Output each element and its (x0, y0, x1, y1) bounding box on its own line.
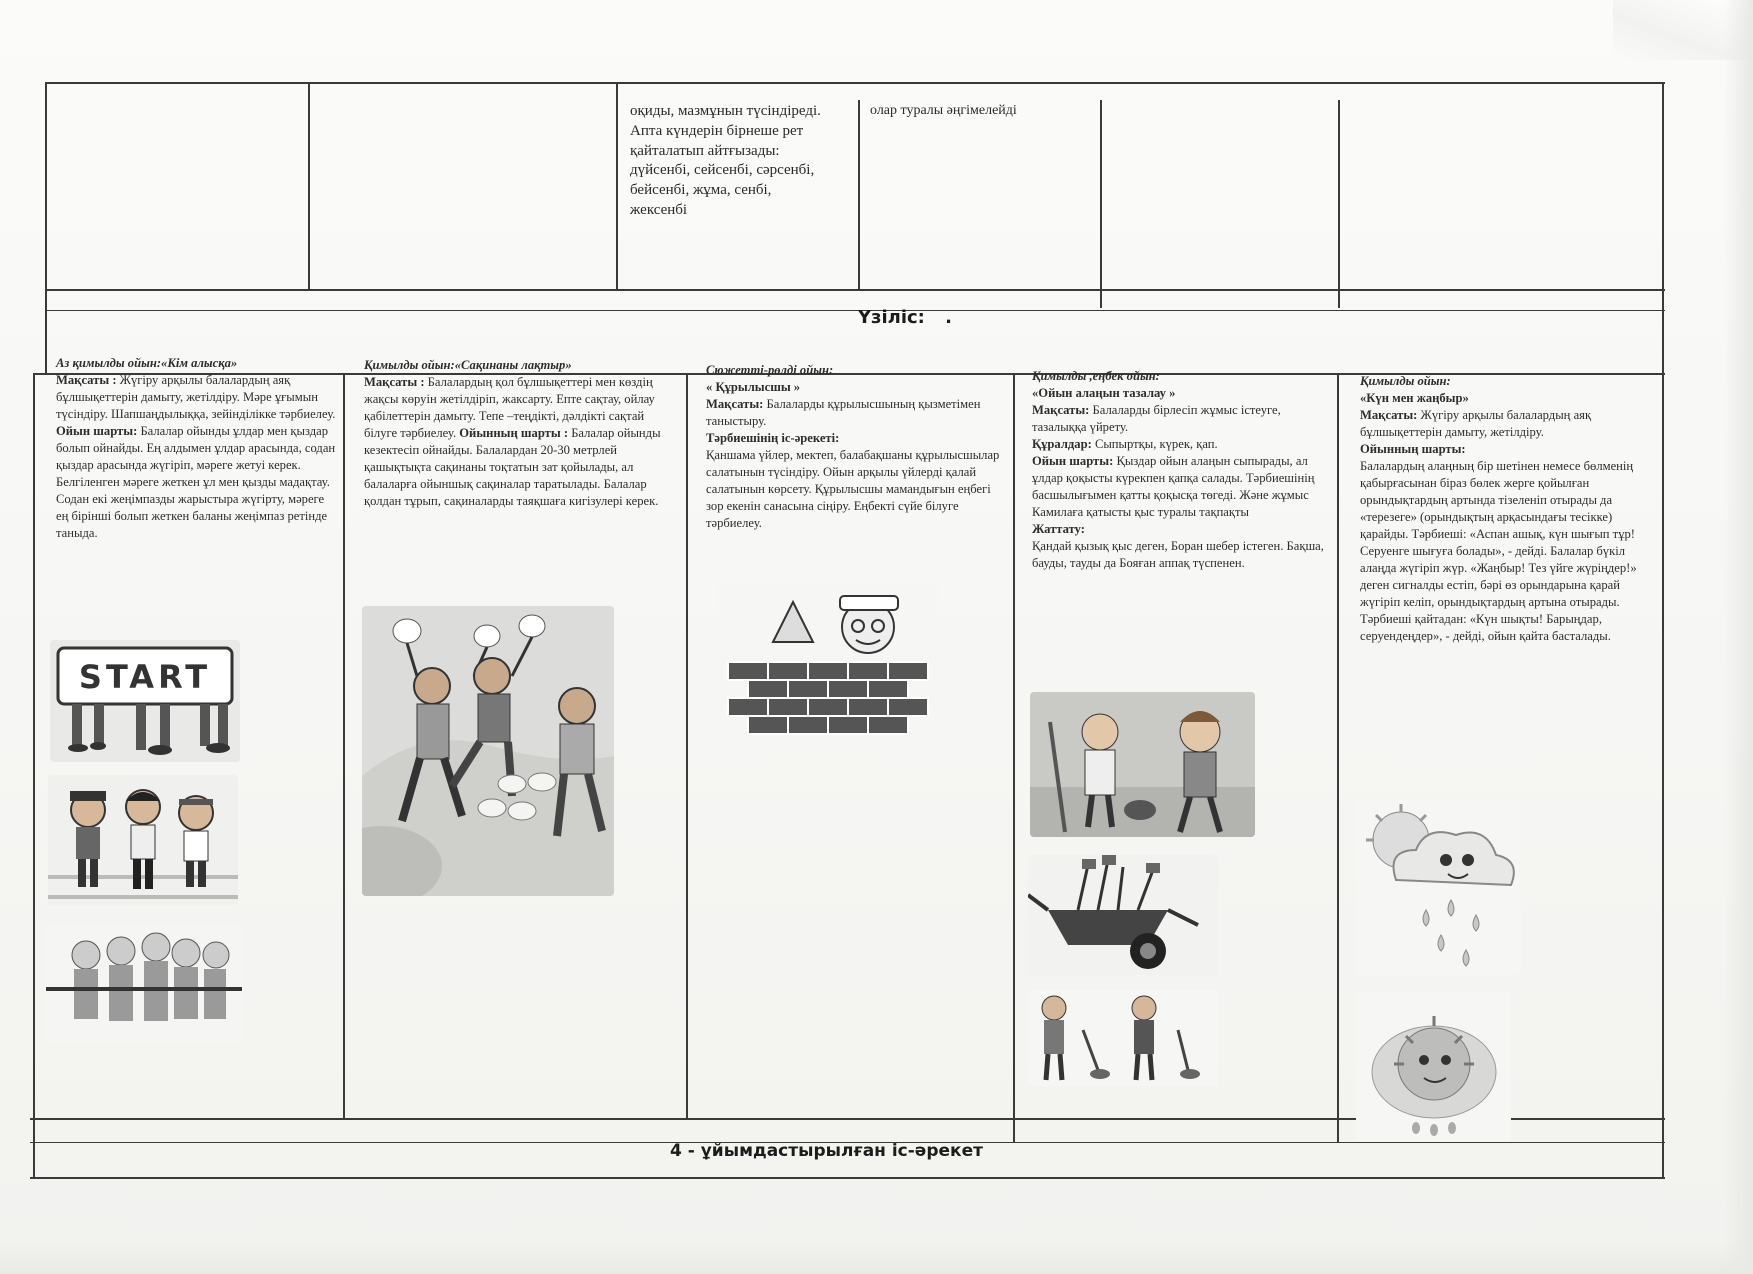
rules-label: Ойынның шарты : (459, 426, 569, 440)
page-bottom-edge (0, 1240, 1753, 1274)
sun-cloud-rain-image (1356, 800, 1521, 975)
game-title: Сюжетті-рөлді ойын: (706, 363, 834, 377)
game-column-3 (706, 362, 1006, 532)
goal-label: Мақсаты : (56, 373, 117, 387)
sweeping-kids-image (1028, 990, 1218, 1086)
rules-label: Ойынның шарты: (1360, 442, 1466, 456)
game-rules: Балалардың алаңның бір шетінен немесе бөлменің қабырғасынан біраз бөлек жерге қойылған орындықтардың артында тізеленіп отырады да «терезеге» (орындықтың арқасындағы тесікке) қарайды. Тәрбиеші: «Аспан ашық, күн шығып тұр! Серуенге шығуға болады», - дейді. Балалар бүкіл алаңда жүгіріп жүр. «Жаңбыр! Тез үйге жүріңдер!» деген сигналды естіп, бәрі өз орындарына қарай жүгіріп келіп, орындықтардың артына отырады. Тәрбиеші қайтадан: «Күн шықты! Барыңдар, серуендеңдер», - дейді, ойын қайта басталады. (1360, 459, 1637, 643)
cleaning-kids-image (1030, 692, 1255, 837)
game-goal: Мақсаты : Жүгіру арқылы балалардың аяқ бұлшықеттерін дамыту, жетілдіру. Мәре ұғымын түсіндіру. Шапшаңдылыққа, зейінділікке тәрбиелеу. (56, 373, 336, 421)
game-goal: Мақсаты: Балаларды бірлесіп жұмыс істеуге, тазалыққа үйрету. (1032, 403, 1281, 434)
page-right-edge (1723, 0, 1753, 1274)
activity-section-header: 4 - ұйымдастырылған іс-әрекет (670, 1141, 983, 1161)
teacher-label: Тәрбиешінің іс-әрекеті: (706, 431, 840, 445)
rules-label: Ойын шарты: (56, 424, 138, 438)
goal-label: Мақсаты : (364, 375, 425, 389)
break-value: . (945, 307, 953, 328)
memo-poem: Қандай қызық қыс деген, Боран шебер істеген. Бақша, бауды, тауды да Бояған аппақ түспенен. (1032, 539, 1324, 570)
finish-line-kids-image (46, 925, 242, 1043)
game-column-4 (1032, 368, 1332, 572)
game-column-2 (364, 357, 680, 510)
goal-label: Мақсаты: (1360, 408, 1418, 422)
builder-brick-wall-image (718, 582, 938, 742)
game-rules: Ойын шарты: Балалар ойынды ұлдар мен қыздар болып ойнайды. Ең алдымен ұлдар арасында, содан қыздар арасында жүгіріп, мәреге жетуі керек. Белгіленген мәреге жеткен ұл мен қызды мадақтау. Содан екі жеңімпазды жарыстыра жүгірту, мәреге ең бірінші болып жеткен баланы жеңімпаз ретінде таныда. (56, 424, 336, 540)
top-row-cell-3-text: оқиды, мазмұнын түсіндіреді. Апта күндерін бірнеше рет қайталатып айтғызады: дүйсенбі, сейсенбі, сәрсенбі, бейсенбі, жұма, сенбі, жексенбі (630, 103, 821, 218)
break-label: Үзіліс: (858, 307, 925, 328)
wheelbarrow-tools-image (1028, 855, 1218, 975)
break-row (858, 307, 952, 328)
memo-label: Жаттату: (1032, 522, 1085, 536)
game-title: Аз қимылды ойын:«Кім алысқа» (56, 356, 238, 370)
start-banner-image (50, 640, 240, 762)
goal-label: Мақсаты: (1032, 403, 1090, 417)
sun-hedgehog-image (1356, 992, 1511, 1142)
game-subtitle: «Күн мен жаңбыр» (1360, 391, 1469, 405)
game-tools: Құралдар: Сыпыртқы, күрек, қап. (1032, 437, 1218, 451)
running-kids-image (48, 775, 238, 905)
top-row-cell-4-text: олар туралы әңгімелейді (870, 103, 1017, 118)
game-goal: Мақсаты: Балаларды құрылысшының қызметімен таныстыру. (706, 397, 981, 428)
teacher-actions: Қаншама үйлер, мектеп, балабақшаны құрылысшылар салатынын түсіндіру. Ойын арқылы үйлерді қалай салатынын көрсету. Құрылысшы мамандығын еңбегі зор екенін санасына сіңіру. Еңбекті сүйе білуге тәрбиелеу. (706, 448, 1000, 530)
game-subtitle: « Құрылысшы » (706, 380, 801, 394)
goal-label: Мақсаты: (706, 397, 764, 411)
game-title: Қимылды ,еңбек ойын: (1032, 369, 1160, 383)
ring-toss-kids-image (362, 606, 614, 896)
game-column-1 (56, 355, 338, 542)
game-title: Қимылды ойын:«Сақинаны лақтыр» (364, 358, 572, 372)
game-subtitle: «Ойын алаңын тазалау » (1032, 386, 1176, 400)
game-title: Қимылды ойын: (1360, 374, 1451, 388)
tools-label: Құралдар: (1032, 437, 1092, 451)
game-column-5 (1360, 373, 1646, 645)
start-banner-text: START (78, 658, 212, 696)
game-rules: Ойын шарты: Қыздар ойын алаңын сыпырады, ал ұлдар қоқысты күрекпен қапқа салады. Тәрбиешінің басшылығымен қатты қоқысқа төгеді. Және жұмыс Камилаға қатысты қыс туралы тақпақты (1032, 454, 1315, 519)
game-goal: Мақсаты : Балалардың қол бұлшықеттері мен көздің жақсы көруін жетілдіріп, жаксарту. Епте сақтау, ойлау қабілеттерін дамыту. Тепе –теңдікті, дәлдікті сақтай білуге тәрбиелеу. Ойынның шарты : Балалар ойынды кезектесіп ойнайды. Балалардан 20-30 метрлей қашықтықта сақинаны тоқтатын зат қойылады, ал балаларға ойыншық сақиналар таратылады. Балалар қолдан тұрып, сақиналарды таяқшаға кигізулері керек. (364, 375, 661, 508)
rules-label: Ойын шарты: (1032, 454, 1114, 468)
game-goal: Мақсаты: Жүгіру арқылы балалардың аяқ бұлшықеттерін дамыту, жетілдіру. (1360, 408, 1592, 439)
